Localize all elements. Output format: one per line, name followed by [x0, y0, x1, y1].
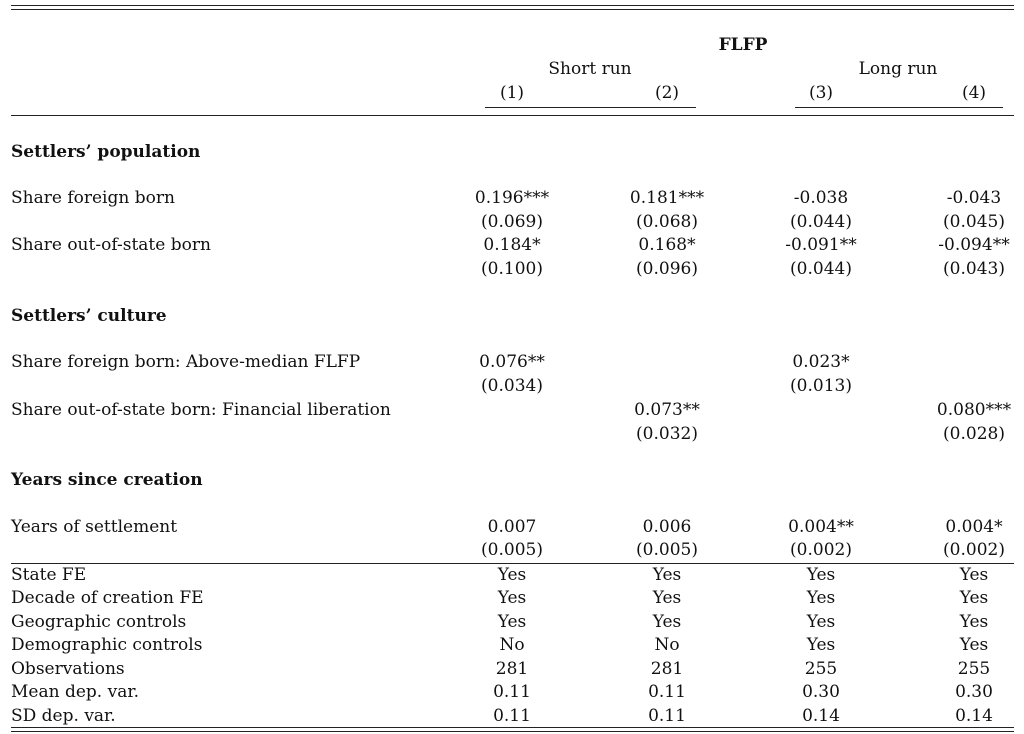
- coef-cell: 0.004**: [788, 517, 854, 537]
- bottom-rule-2: [11, 731, 1014, 732]
- footer-cell: 281: [650, 659, 684, 679]
- header-long-run: Long run: [858, 59, 938, 79]
- footer-cell: Yes: [959, 612, 989, 632]
- footer-label: Demographic controls: [11, 635, 203, 655]
- top-rule-2: [11, 9, 1014, 10]
- footer-label: Mean dep. var.: [11, 682, 139, 702]
- se-cell: (0.044): [790, 212, 852, 232]
- short-run-underline: [485, 107, 696, 108]
- footer-cell: 255: [957, 659, 991, 679]
- coef-cell: 0.076**: [479, 352, 545, 372]
- coef-cell: 0.168*: [638, 235, 696, 255]
- header-rule: [11, 115, 1014, 116]
- footer-cell: 0.11: [493, 706, 531, 726]
- coef-cell: -0.038: [793, 188, 849, 208]
- footer-cell: 0.14: [802, 706, 840, 726]
- footer-cell: Yes: [959, 588, 989, 608]
- footer-cell: 0.11: [493, 682, 531, 702]
- coef-cell: 0.080***: [936, 400, 1012, 420]
- coef-cell: 0.007: [487, 517, 537, 537]
- coef-cell: -0.091**: [785, 235, 857, 255]
- footer-cell: Yes: [652, 588, 682, 608]
- footer-cell: 0.30: [802, 682, 840, 702]
- footer-rule: [11, 563, 1014, 564]
- footer-label: Observations: [11, 659, 125, 679]
- coef-cell: 0.184*: [483, 235, 541, 255]
- footer-cell: Yes: [806, 565, 836, 585]
- se-cell: (0.028): [943, 424, 1005, 444]
- se-cell: (0.044): [790, 259, 852, 279]
- section-title: Settlers’ culture: [11, 306, 167, 326]
- row-label: Share out-of-state born: Financial liberation: [11, 400, 391, 420]
- header-short-run: Short run: [548, 59, 632, 79]
- se-cell: (0.069): [481, 212, 543, 232]
- coef-cell: -0.043: [946, 188, 1002, 208]
- footer-cell: 255: [804, 659, 838, 679]
- footer-label: Decade of creation FE: [11, 588, 204, 608]
- section-title: Settlers’ population: [11, 142, 201, 162]
- coef-cell: 0.004*: [945, 517, 1003, 537]
- footer-cell: 0.30: [955, 682, 993, 702]
- se-cell: (0.043): [943, 259, 1005, 279]
- header-col-3: (3): [808, 83, 834, 103]
- se-cell: (0.100): [481, 259, 543, 279]
- se-cell: (0.013): [790, 376, 852, 396]
- footer-label: Geographic controls: [11, 612, 187, 632]
- row-label: Share foreign born: Above-median FLFP: [11, 352, 361, 372]
- se-cell: (0.005): [481, 540, 543, 560]
- footer-cell: 281: [495, 659, 529, 679]
- header-col-1: (1): [499, 83, 525, 103]
- footer-cell: Yes: [497, 612, 527, 632]
- footer-cell: 0.11: [648, 706, 686, 726]
- footer-cell: Yes: [806, 635, 836, 655]
- se-cell: (0.068): [636, 212, 698, 232]
- coef-cell: 0.181***: [629, 188, 705, 208]
- se-cell: (0.005): [636, 540, 698, 560]
- se-cell: (0.034): [481, 376, 543, 396]
- footer-cell: Yes: [806, 588, 836, 608]
- se-cell: (0.096): [636, 259, 698, 279]
- footer-cell: Yes: [959, 635, 989, 655]
- row-label: Share out-of-state born: [11, 235, 211, 255]
- coef-cell: 0.196***: [474, 188, 550, 208]
- footer-cell: No: [654, 635, 680, 655]
- top-rule: [11, 5, 1014, 6]
- footer-cell: 0.11: [648, 682, 686, 702]
- long-run-underline: [795, 107, 1003, 108]
- se-cell: (0.002): [943, 540, 1005, 560]
- footer-label: State FE: [11, 565, 87, 585]
- footer-cell: 0.14: [955, 706, 993, 726]
- coef-cell: 0.073**: [634, 400, 700, 420]
- footer-cell: No: [499, 635, 525, 655]
- section-title: Years since creation: [11, 470, 203, 490]
- bottom-rule: [11, 727, 1014, 728]
- footer-cell: Yes: [652, 565, 682, 585]
- footer-cell: Yes: [497, 588, 527, 608]
- footer-label: SD dep. var.: [11, 706, 116, 726]
- header-col-2: (2): [654, 83, 680, 103]
- header-col-4: (4): [961, 83, 987, 103]
- header-group-flfp: FLFP: [718, 35, 768, 55]
- coef-cell: 0.006: [642, 517, 692, 537]
- footer-cell: Yes: [959, 565, 989, 585]
- coef-cell: 0.023*: [792, 352, 850, 372]
- footer-cell: Yes: [497, 565, 527, 585]
- row-label: Years of settlement: [11, 517, 178, 537]
- se-cell: (0.032): [636, 424, 698, 444]
- se-cell: (0.002): [790, 540, 852, 560]
- footer-cell: Yes: [652, 612, 682, 632]
- row-label: Share foreign born: [11, 188, 175, 208]
- se-cell: (0.045): [943, 212, 1005, 232]
- coef-cell: -0.094**: [938, 235, 1010, 255]
- footer-cell: Yes: [806, 612, 836, 632]
